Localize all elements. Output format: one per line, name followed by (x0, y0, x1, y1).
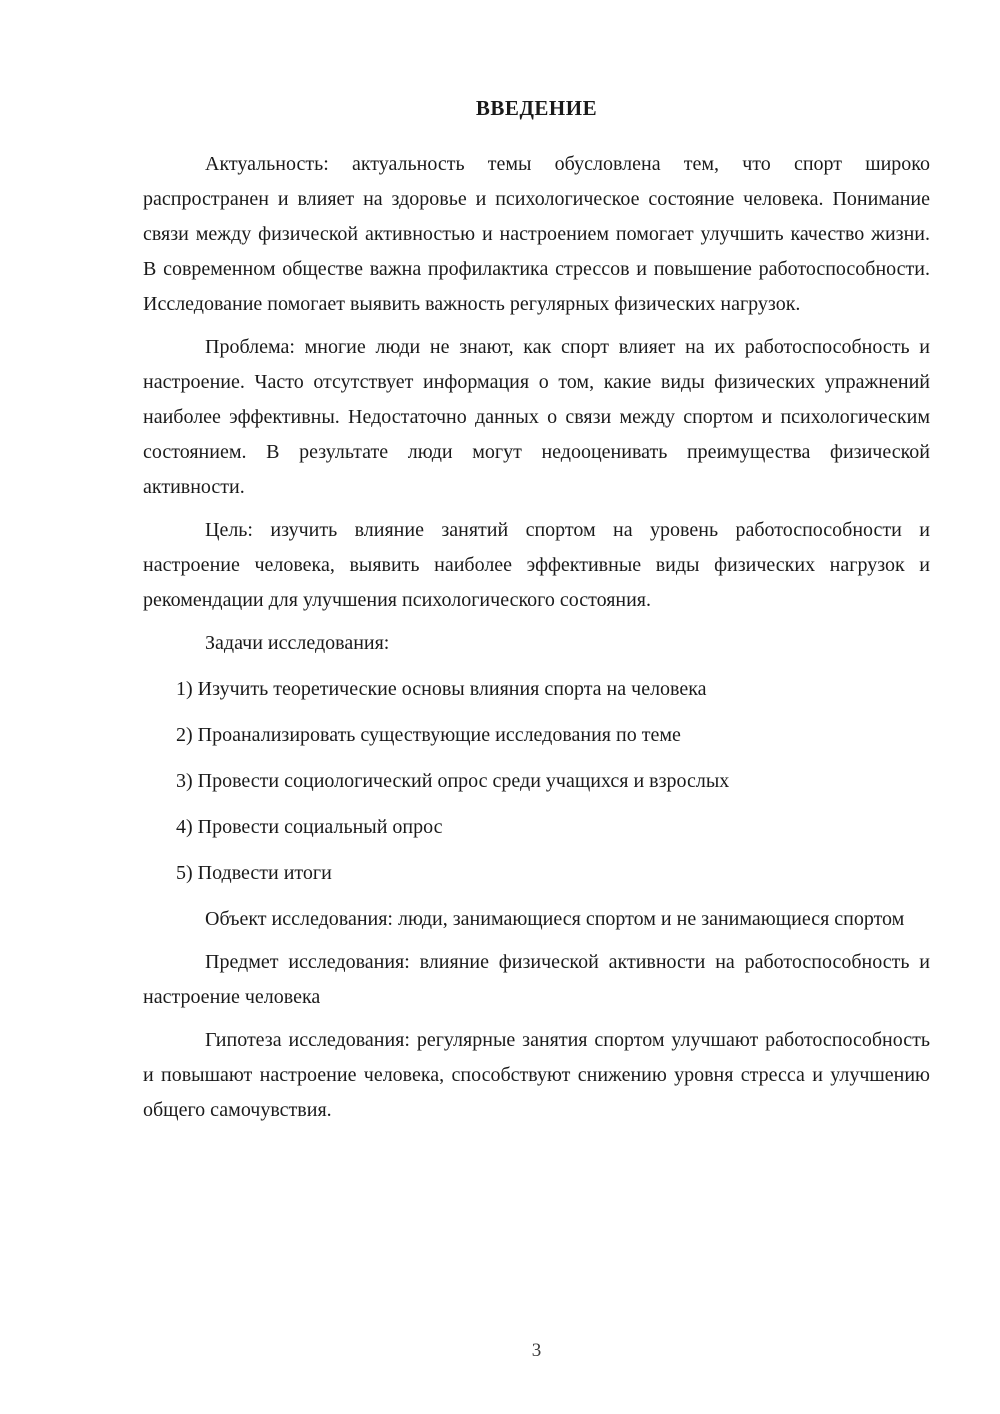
paragraph-goal: Цель: изучить влияние занятий спортом на уровень работоспособности и настроение человека, выявить наиболее эффективные виды физических нагрузок и рекомендации для улучшения психологического состояния. (143, 519, 930, 611)
paragraph-subject: Предмет исследования: влияние физической активности на работоспособность и настроение человека (143, 951, 930, 1008)
tasks-heading: Задачи исследования: (205, 632, 390, 654)
paragraph-relevance: Актуальность: актуальность темы обусловлена тем, что спорт широко распространен и влияет на здоровье и психологическое состояние человека. Понимание связи между физической активностью и настроением помогает улучшить качество жизни. В современном обществе важна профилактика стрессов и повышение работоспособности. Исследование помогает выявить важность регулярных физических нагрузок. (143, 153, 930, 315)
page-title: ВВЕДЕНИЕ (475, 96, 598, 120)
task-item-5: 5) Подвести итоги (176, 862, 332, 884)
paragraph-hypothesis: Гипотеза исследования: регулярные занятия спортом улучшают работоспособность и повышают настроение человека, способствуют снижению уровня стресса и улучшению общего самочувствия. (143, 1029, 930, 1121)
paragraph-problem: Проблема: многие люди не знают, как спорт влияет на их работоспособность и настроение. Часто отсутствует информация о том, какие виды физических упражнений наиболее эффективны. Недостаточно данных о связи между спортом и психологическим состоянием. В результате люди могут недооценивать преимущества физической активности. (143, 336, 930, 498)
task-item-2: 2) Проанализировать существующие исследования по теме (176, 724, 681, 746)
task-item-3: 3) Провести социологический опрос среди учащихся и взрослых (176, 770, 730, 792)
task-item-4: 4) Провести социальный опрос (176, 816, 443, 838)
task-item-1: 1) Изучить теоретические основы влияния спорта на человека (176, 678, 707, 700)
paragraph-object: Объект исследования: люди, занимающиеся спортом и не занимающиеся спортом (205, 908, 905, 930)
page-number: 3 (531, 1340, 542, 1361)
